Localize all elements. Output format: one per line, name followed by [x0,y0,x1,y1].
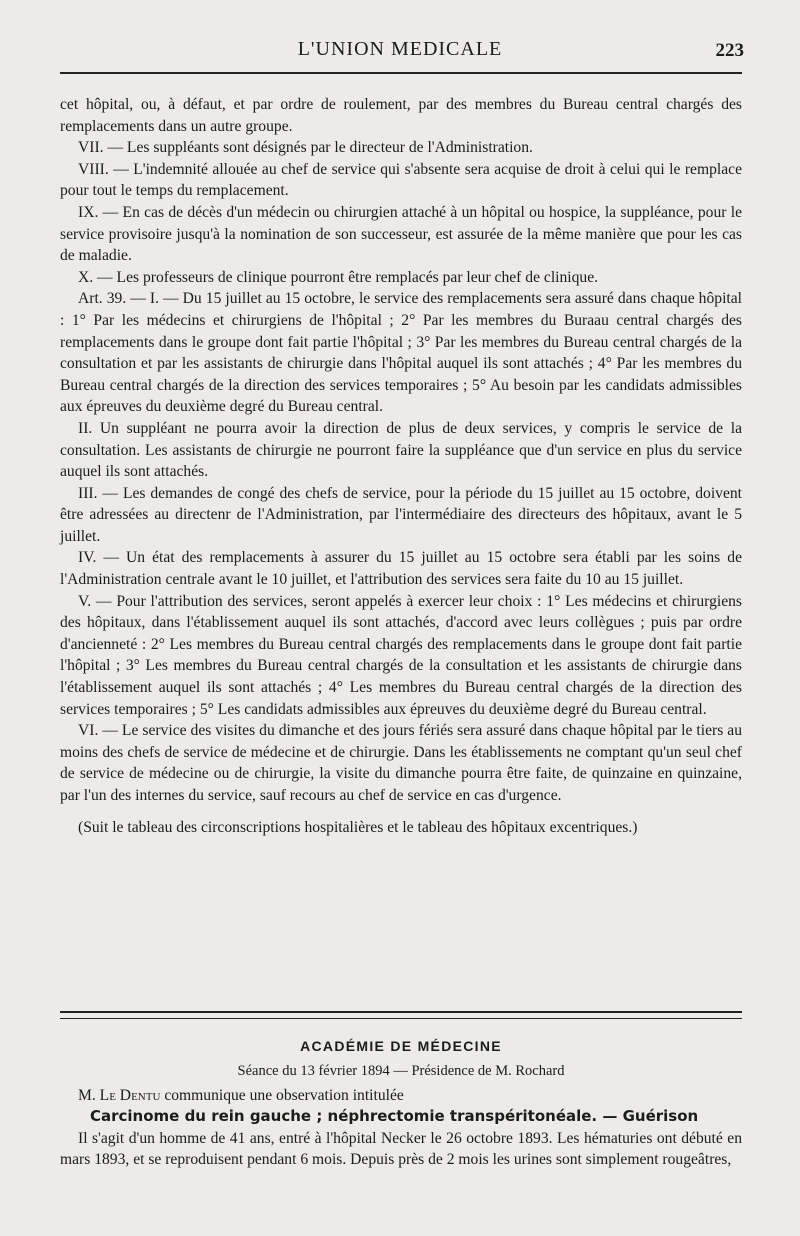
paragraph: X. — Les professeurs de clinique pourront être remplacés par leur chef de clinique. [78,268,599,286]
case-paragraph: Il s'agit d'un homme de 41 ans, entré à l'hôpital Necker le 26 octobre 1893. Les hématuries ont débuté en mars 1893, et se reproduisent pendant 6 mois. Depuis près de 2 mois les urines sont simplement rougeâtres, [60,1129,742,1169]
paragraph: VI. — Le service des visites du dimanche et des jours fériés sera assuré dans chaque hôpital par le tiers au moins des chefs de service de médecine et de chirurgie. Dans les établissements ne comptant qu'un seul chef de service de médecine ou de chirurgie, la visite du dimanche pourra être faite, de quinzaine en quinzaine, par l'un des internes du service, sauf recours au chef de service en cas d'urgence. [60,722,742,804]
paragraph: IV. — Un état des remplacements à assurer du 15 juillet au 15 octobre sera établi par les soins de l'Administration centrale avant le 10 juillet, et l'attribution des services sera faite du 10 au 15 juillet. [60,549,742,589]
session-line: Séance du 13 février 1894 — Présidence de M. Rochard [237,1063,565,1080]
case-title: Carcinome du rein gauche ; néphrectomie transpéritonéale. — Guérison [90,1107,699,1126]
paragraph: VII. — Les suppléants sont désignés par le directeur de l'Administration. [78,139,533,157]
header-rule [60,72,742,74]
speaker-name: M. Le Dentu [78,1086,161,1104]
paragraph: VIII. — L'indemnité allouée au chef de service qui s'absente sera acquise de droit à celui qui le remplace pour tout le temps du remplacement. [60,160,742,200]
section-divider [60,1011,742,1019]
page-header [60,36,744,70]
academy-section [60,1036,742,1170]
paragraph: IX. — En cas de décès d'un médecin ou chirurgien attaché à un hôpital ou hospice, la suppléance, pour le service provisoire jusqu'à la nomination de son successeur, est assurée de la même manière que pour les cas de maladie. [60,203,742,265]
editorial-note: (Suit le tableau des circonscriptions hospitalières et le tableau des hôpitaux excentriques.) [78,818,638,836]
intro-line [60,1085,742,1106]
paragraph: V. — Pour l'attribution des services, seront appelés à exercer leur choix : 1° Les médecins et chirurgiens des hôpitaux, dans l'établissement auquel ils sont attachés, d'accord avec leurs collègues ; puis par ordre d'ancienneté : 2° Les membres du Bureau central chargés des remplacements dans le groupe dont fait partie l'hôpital ; 3° Les membres du Bureau central chargés de la consultation et les assistants de chirurgie dans l'établissement auquel ils sont attachés ; 4° Les membres du Bureau central chargés de la direction des services temporaires ; 5° Les candidats admissibles aux épreuves du deuxième degré du Bureau central. [60,592,742,718]
page-number: 223 [715,40,744,61]
section-title: ACADÉMIE DE MÉDECINE [300,1038,502,1054]
paragraph: cet hôpital, ou, à défaut, et par ordre de roulement, par des membres du Bureau central chargés des remplacements dans un autre groupe. [60,96,742,135]
journal-title: L'UNION MEDICALE [297,38,503,60]
article-body [60,94,742,838]
paragraph: Art. 39. — I. — Du 15 juillet au 15 octobre, le service des remplacements sera assuré dans chaque hôpital : 1° Par les médecins et chirurgiens de l'hôpital ; 2° Par les membres du Buraau central chargés des remplacements dans le groupe dont fait partie l'hôpital ; 3° Par les membres du Bureau central chargés de la consultation et par les assistants de chirurgie dans l'hôpital auquel ils sont attachés ; 4° Par les membres du Bureau central chargés de la direction des services temporaires ; 5° Au besoin par les candidats admissibles aux épreuves du deuxième degré du Bureau central. [60,290,742,416]
paragraph: III. — Les demandes de congé des chefs de service, pour la période du 15 juillet au 15 octobre, doivent être adressées au directenr de l'Administration, par l'intermédiaire des directeurs des hôpitaux, avant le 5 juillet. [60,484,742,545]
intro-text: communique une observation intitulée [164,1086,404,1104]
paragraph: II. Un suppléant ne pourra avoir la direction de plus de deux services, y compris le service de la consultation. Les assistants de chirurgie ne pourront faire la suppléance que d'un service en plus du service auquel ils sont attachés. [60,419,742,481]
